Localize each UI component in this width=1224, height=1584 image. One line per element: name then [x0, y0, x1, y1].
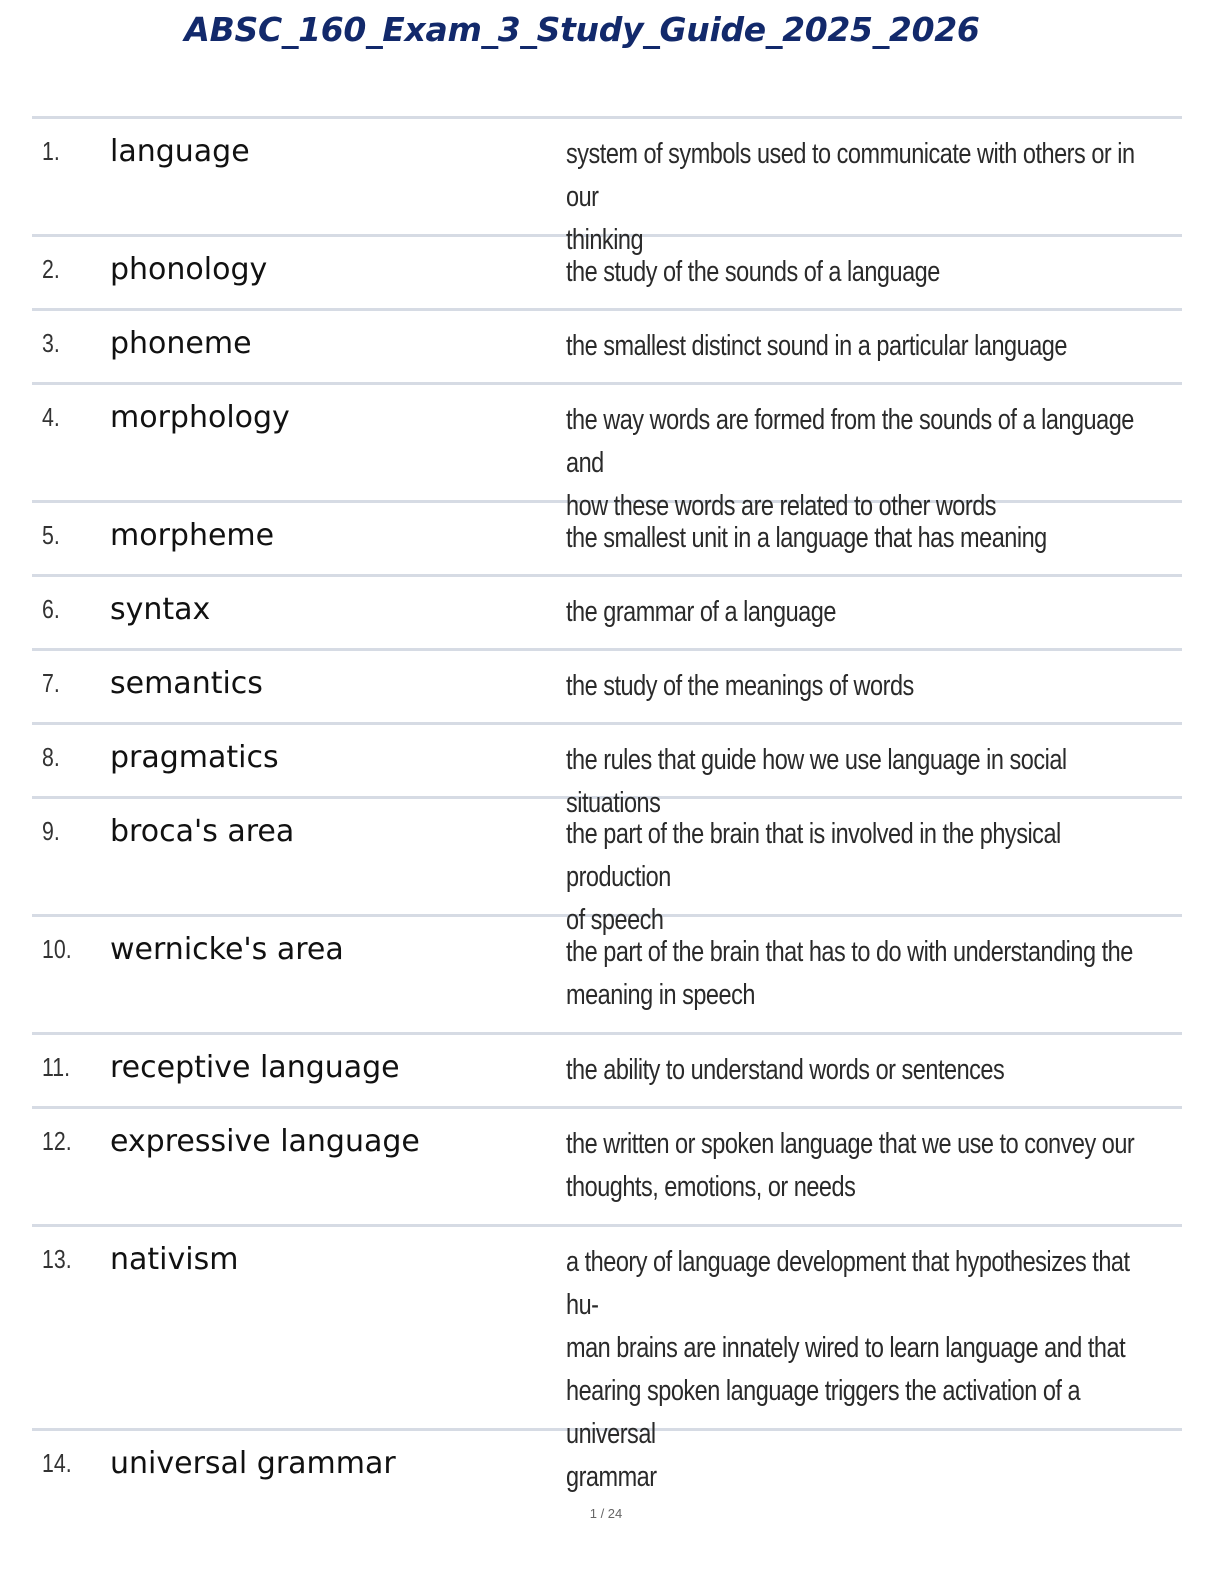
- term-word: language: [110, 134, 250, 169]
- definition-line: grammar: [566, 1461, 657, 1493]
- term-word: wernicke's area: [110, 932, 344, 967]
- term-word: expressive language: [110, 1124, 420, 1159]
- term-number: 1.: [42, 136, 60, 166]
- definition-line: a theory of language development that hypothesizes that hu-: [566, 1246, 1130, 1321]
- term-number: 7.: [42, 668, 60, 698]
- term-number: 14.: [42, 1448, 72, 1478]
- definition-line: how these words are related to other words: [566, 490, 997, 522]
- term-number: 3.: [42, 328, 60, 358]
- term-row: [32, 1109, 1182, 1227]
- term-row: [32, 725, 1182, 819]
- term-definition: [566, 591, 1161, 634]
- term-row: [32, 237, 1182, 311]
- term-definition: [566, 1049, 1161, 1092]
- term-number: 13.: [42, 1244, 72, 1274]
- definition-line: thoughts, emotions, or needs: [566, 1171, 856, 1203]
- term-number: 10.: [42, 934, 72, 964]
- term-row: [32, 385, 1182, 522]
- term-definition: [566, 665, 1161, 708]
- term-word: morphology: [110, 400, 290, 435]
- term-number: 6.: [42, 594, 60, 624]
- term-number: 12.: [42, 1126, 72, 1156]
- term-word: morpheme: [110, 518, 275, 553]
- term-word: syntax: [110, 592, 211, 627]
- term-number: 11.: [42, 1052, 71, 1082]
- term-definition: [566, 325, 1161, 368]
- term-number: 5.: [42, 520, 60, 550]
- definition-line: the part of the brain that has to do with understanding the: [566, 936, 1133, 968]
- term-definition: [566, 251, 1161, 294]
- term-word: semantics: [110, 666, 263, 701]
- definition-line: hearing spoken language triggers the activation of a universal: [566, 1375, 1081, 1450]
- term-row: [32, 917, 1182, 1035]
- term-word: receptive language: [110, 1050, 400, 1085]
- term-word: universal grammar: [110, 1446, 396, 1481]
- term-word: phonology: [110, 252, 268, 287]
- definition-line: system of symbols used to communicate with others or in our: [566, 138, 1135, 213]
- term-word: nativism: [110, 1242, 239, 1277]
- definition-line: the grammar of a language: [566, 596, 836, 628]
- term-row: [32, 1431, 1182, 1491]
- definition-line: the smallest unit in a language that has meaning: [566, 522, 1047, 554]
- definition-line: meaning in speech: [566, 979, 755, 1011]
- term-row: [32, 651, 1182, 725]
- term-word: broca's area: [110, 814, 295, 849]
- term-number: 8.: [42, 742, 60, 772]
- definition-line: the ability to understand words or sentences: [566, 1054, 1005, 1086]
- definition-line: thinking: [566, 224, 644, 256]
- term-definition: [566, 1123, 1161, 1209]
- term-word: pragmatics: [110, 740, 279, 775]
- page-indicator: 1 / 24: [589, 1506, 623, 1521]
- definition-line: of speech: [566, 904, 664, 936]
- term-number: 9.: [42, 816, 60, 846]
- definition-line: the part of the brain that is involved in the physical production: [566, 818, 1061, 893]
- term-row: [32, 503, 1182, 577]
- term-row: [32, 119, 1182, 256]
- term-definition: [566, 931, 1161, 1017]
- term-row: [32, 311, 1182, 385]
- definition-line: the study of the meanings of words: [566, 670, 914, 702]
- definition-line: the written or spoken language that we use to convey our: [566, 1128, 1135, 1160]
- term-row: [32, 577, 1182, 651]
- definition-line: the smallest distinct sound in a particular language: [566, 330, 1067, 362]
- document-title: ABSC_160_Exam_3_Study_Guide_2025_2026: [184, 10, 980, 49]
- term-number: 2.: [42, 254, 60, 284]
- definition-line: man brains are innately wired to learn language and that: [566, 1332, 1126, 1364]
- definition-line: the rules that guide how we use language in social situations: [566, 744, 1067, 819]
- definition-line: the way words are formed from the sounds of a language and: [566, 404, 1134, 479]
- term-word: phoneme: [110, 326, 252, 361]
- term-definition: [566, 517, 1161, 560]
- definition-line: the study of the sounds of a language: [566, 256, 940, 288]
- term-row: [32, 799, 1182, 936]
- term-row: [32, 1035, 1182, 1109]
- term-number: 4.: [42, 402, 60, 432]
- term-list: [32, 116, 1182, 1491]
